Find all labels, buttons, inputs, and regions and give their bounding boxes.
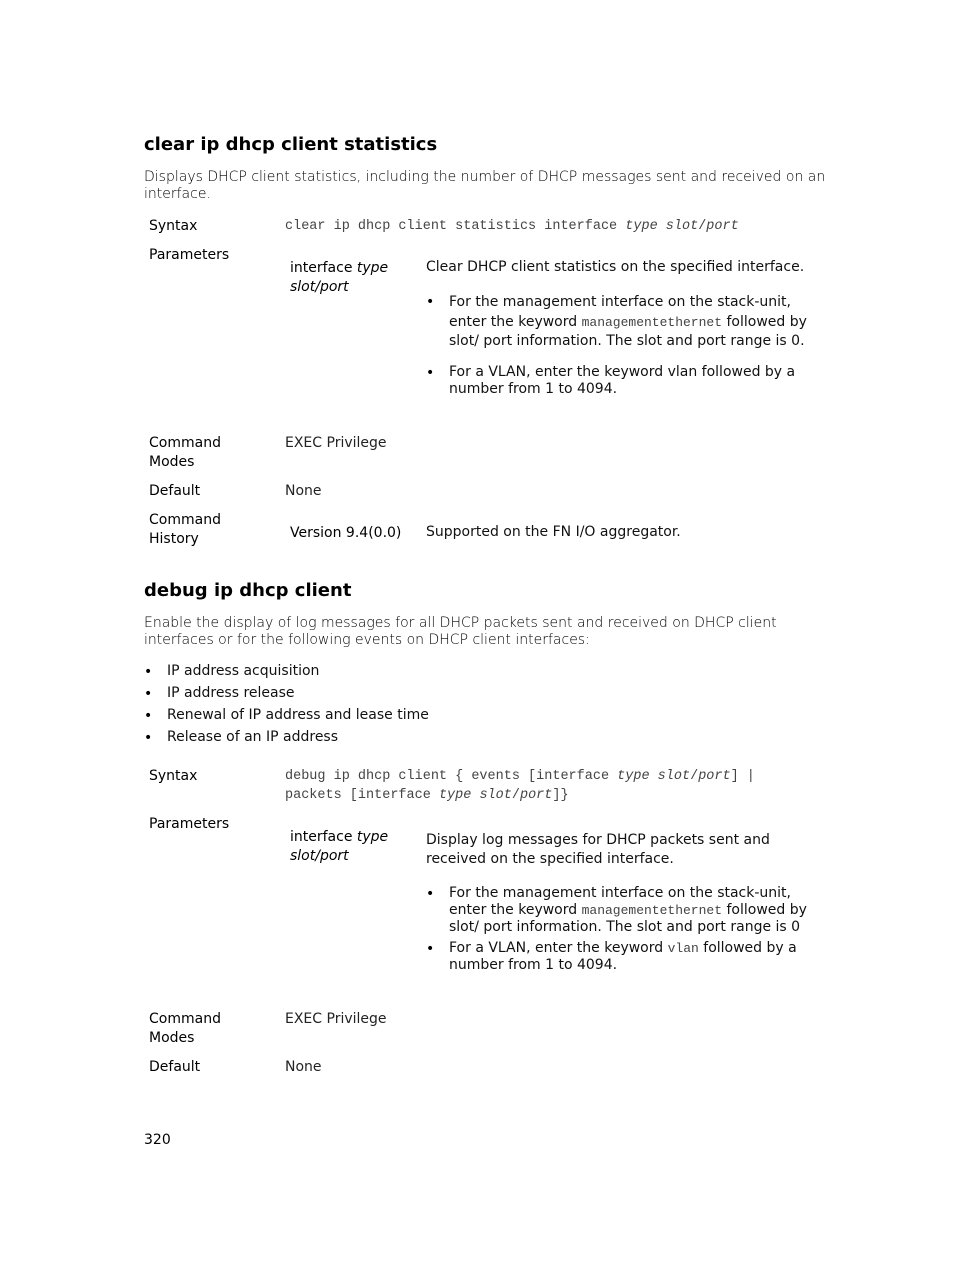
default-label: Default [149, 483, 201, 499]
parameters-label: Parameters [149, 816, 230, 832]
default-value: None [285, 1059, 322, 1075]
section-title-clear-ip-dhcp-client-statistics: clear ip dhcp client statistics [144, 134, 438, 155]
bullet-marker: • [426, 365, 435, 381]
bullet-marker: • [426, 941, 435, 957]
default-label: Default [149, 1059, 201, 1075]
bullet-marker: • [426, 886, 435, 902]
syntax-label: Syntax [149, 768, 198, 784]
syntax-label: Syntax [149, 218, 198, 234]
bullet-marker: • [144, 730, 153, 746]
command-history-label: Command History [149, 512, 221, 547]
command-modes-label: Command Modes [149, 435, 221, 470]
event-item: Release of an IP address [167, 729, 339, 745]
syntax-code: debug ip dhcp client { events [interface type slot/port] | packets [interface type slot/port]} [285, 769, 755, 803]
param-name-interface: interface type slot/port [290, 829, 389, 864]
default-value: None [285, 483, 322, 499]
bullet-management-interface: For the management interface on the stack-unit, enter the keyword managementethernet followed by slot/ port information. The slot and port range is 0. [449, 294, 807, 349]
bullet-marker: • [426, 294, 435, 310]
bullet-vlan: For a VLAN, enter the keyword vlan followed by a number from 1 to 4094. [449, 940, 797, 973]
bullet-vlan: For a VLAN, enter the keyword vlan followed by a number from 1 to 4094. [449, 364, 796, 397]
parameters-label: Parameters [149, 247, 230, 263]
command-modes-label: Command Modes [149, 1011, 221, 1046]
page-number: 320 [144, 1132, 171, 1148]
event-item: IP address acquisition [167, 663, 320, 679]
section-description: Enable the display of log messages for all DHCP packets sent and received on DHCP client interfaces or for the following events on DHCP client interfaces: [144, 615, 777, 648]
section-description: Displays DHCP client statistics, including the number of DHCP messages sent and received on an interface. [144, 169, 826, 202]
param-description: Display log messages for DHCP packets sent and received on the specified interface. [426, 832, 770, 867]
history-version: Version 9.4(0.0) [290, 525, 402, 541]
param-description: Clear DHCP client statistics on the specified interface. [426, 259, 805, 275]
param-name-interface: interface type slot/port [290, 260, 389, 295]
bullet-marker: • [144, 664, 153, 680]
bullet-marker: • [144, 686, 153, 702]
command-modes-value: EXEC Privilege [285, 1011, 387, 1027]
event-item: Renewal of IP address and lease time [167, 707, 429, 723]
history-description: Supported on the FN I/O aggregator. [426, 524, 681, 540]
syntax-code: clear ip dhcp client statistics interface type slot/port [285, 219, 739, 234]
section-title-debug-ip-dhcp-client: debug ip dhcp client [144, 580, 352, 601]
command-modes-value: EXEC Privilege [285, 435, 387, 451]
bullet-marker: • [144, 708, 153, 724]
bullet-management-interface: For the management interface on the stack-unit, enter the keyword managementethernet followed by slot/ port information. The slot and port range is 0 [449, 885, 807, 935]
event-item: IP address release [167, 685, 295, 701]
